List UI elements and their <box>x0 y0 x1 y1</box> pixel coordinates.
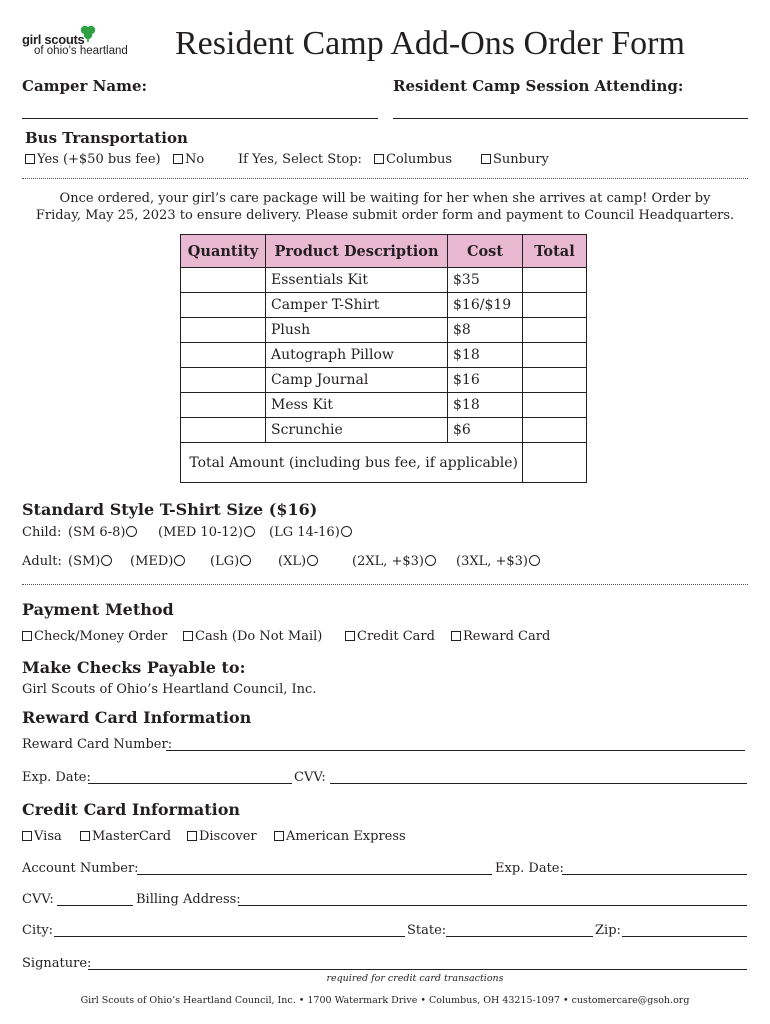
signature-label: Signature: <box>22 956 92 971</box>
radio-icon <box>341 526 352 537</box>
required-note: required for credit card transactions <box>326 973 504 984</box>
size-label: (SM 6-8) <box>68 525 126 540</box>
adult-size-med-radio[interactable] <box>130 554 185 569</box>
billing-address-label: Billing Address: <box>136 892 241 907</box>
notice-line1: Once ordered, your girl’s care package will be waiting for her when she arrives at camp! Order by <box>59 191 711 206</box>
child-size-lg-radio[interactable] <box>269 525 352 540</box>
quantity-cell[interactable] <box>181 418 266 443</box>
description-cell: Autograph Pillow <box>266 343 448 368</box>
select-stop-label: If Yes, Select Stop: <box>238 152 362 167</box>
total-cell[interactable] <box>523 318 587 343</box>
zip-label: Zip: <box>595 923 621 938</box>
size-label: (XL) <box>278 554 307 569</box>
adult-size-xl-radio[interactable] <box>278 554 318 569</box>
card-amex-checkbox[interactable] <box>274 829 406 844</box>
total-cell[interactable] <box>523 418 587 443</box>
payment-credit-checkbox[interactable] <box>345 629 435 644</box>
table-row <box>181 368 587 393</box>
cost-cell: $18 <box>448 343 523 368</box>
stop-columbus-checkbox[interactable] <box>374 152 452 167</box>
credit-exp-field[interactable] <box>562 874 747 875</box>
checkbox-icon <box>481 154 491 164</box>
card-visa-checkbox[interactable] <box>22 829 62 844</box>
checkbox-icon <box>274 831 284 841</box>
child-label: Child: <box>22 525 62 540</box>
payment-option-label: Reward Card <box>463 629 551 644</box>
card-discover-checkbox[interactable] <box>187 829 257 844</box>
adult-size-sm-radio[interactable] <box>68 554 112 569</box>
camper-name-label: Camper Name: <box>22 77 148 95</box>
tshirt-heading: Standard Style T-Shirt Size ($16) <box>22 500 318 519</box>
size-label: (MED 10-12) <box>158 525 243 540</box>
radio-icon <box>425 555 436 566</box>
total-cell[interactable] <box>523 268 587 293</box>
footer: Girl Scouts of Ohio’s Heartland Council, Inc. • 1700 Watermark Drive • Columbus, OH 43215-1097 • customercare@gsoh.org <box>80 995 690 1006</box>
size-label: (LG) <box>210 554 240 569</box>
state-label: State: <box>407 923 447 938</box>
radio-icon <box>240 555 251 566</box>
adult-label: Adult: <box>22 554 62 569</box>
city-field[interactable] <box>54 936 405 937</box>
table-row <box>181 393 587 418</box>
description-cell: Plush <box>266 318 448 343</box>
table-row <box>181 318 587 343</box>
child-size-sm-radio[interactable] <box>68 525 137 540</box>
adult-size-lg-radio[interactable] <box>210 554 251 569</box>
radio-icon <box>307 555 318 566</box>
quantity-cell[interactable] <box>181 343 266 368</box>
col-header-cost: Cost <box>448 235 523 268</box>
description-cell: Essentials Kit <box>266 268 448 293</box>
checkbox-icon <box>187 831 197 841</box>
credit-exp-label: Exp. Date: <box>495 861 564 876</box>
credit-cvv-field[interactable] <box>57 905 133 906</box>
cost-cell: $8 <box>448 318 523 343</box>
checkbox-icon <box>451 631 461 641</box>
payment-reward-checkbox[interactable] <box>451 629 550 644</box>
payment-option-label: Cash (Do Not Mail) <box>195 629 323 644</box>
logo <box>22 24 152 64</box>
checks-payee: Girl Scouts of Ohio’s Heartland Council, Inc. <box>22 682 317 697</box>
quantity-cell[interactable] <box>181 293 266 318</box>
divider <box>22 178 748 179</box>
radio-icon <box>244 526 255 537</box>
size-label: (LG 14-16) <box>269 525 340 540</box>
total-cell[interactable] <box>523 393 587 418</box>
state-field[interactable] <box>446 936 593 937</box>
description-cell: Camp Journal <box>266 368 448 393</box>
account-number-label: Account Number: <box>22 861 139 876</box>
col-header-quantity: Quantity <box>181 235 266 268</box>
stop-sunbury-label: Sunbury <box>493 152 549 167</box>
quantity-cell[interactable] <box>181 268 266 293</box>
bus-heading: Bus Transportation <box>25 129 188 147</box>
cost-cell: $35 <box>448 268 523 293</box>
radio-icon <box>529 555 540 566</box>
reward-cvv-field[interactable] <box>330 783 747 784</box>
card-type-label: American Express <box>286 829 406 844</box>
adult-size-3xl-radio[interactable] <box>456 554 540 569</box>
checkbox-icon <box>173 154 183 164</box>
payment-option-label: Credit Card <box>357 629 435 644</box>
total-amount-label: Total Amount (including bus fee, if applicable) <box>181 443 523 483</box>
cost-cell: $16/$19 <box>448 293 523 318</box>
size-label: (MED) <box>130 554 174 569</box>
payment-heading: Payment Method <box>22 600 174 619</box>
order-notice <box>0 190 770 224</box>
payment-check-checkbox[interactable] <box>22 629 167 644</box>
reward-number-field[interactable] <box>166 750 745 751</box>
checkbox-icon <box>22 831 32 841</box>
child-size-med-radio[interactable] <box>158 525 255 540</box>
signature-field[interactable] <box>88 969 747 970</box>
cost-cell: $18 <box>448 393 523 418</box>
quantity-cell[interactable] <box>181 318 266 343</box>
credit-cvv-label: CVV: <box>22 892 54 907</box>
size-label: (3XL, +$3) <box>456 554 529 569</box>
size-label: (SM) <box>68 554 101 569</box>
card-mastercard-checkbox[interactable] <box>80 829 171 844</box>
description-cell: Mess Kit <box>266 393 448 418</box>
bus-yes-label: Yes (+$50 bus fee) <box>37 152 161 167</box>
checkbox-icon <box>183 631 193 641</box>
divider <box>22 584 748 585</box>
billing-address-field[interactable] <box>238 905 747 906</box>
form-title: Resident Camp Add-Ons Order Form <box>175 25 685 62</box>
radio-icon <box>101 555 112 566</box>
table-row <box>181 293 587 318</box>
logo-line2: of ohio’s heartland <box>34 45 128 57</box>
reward-cvv-label: CVV: <box>294 770 326 785</box>
table-row <box>181 343 587 368</box>
total-cell[interactable] <box>523 368 587 393</box>
card-type-label: Visa <box>34 829 62 844</box>
payment-cash-checkbox[interactable] <box>183 629 322 644</box>
bus-no-checkbox[interactable] <box>173 152 204 167</box>
total-row <box>181 443 587 483</box>
logo-line1: girl scouts <box>22 32 85 47</box>
payment-option-label: Check/Money Order <box>34 629 168 644</box>
col-header-description: Product Description <box>266 235 448 268</box>
table-header-row <box>181 235 587 268</box>
reward-number-label: Reward Card Number: <box>22 737 173 752</box>
notice-line2: Friday, May 25, 2023 to ensure delivery. Please submit order form and payment to Council Headquarters. <box>35 208 735 223</box>
checks-heading: Make Checks Payable to: <box>22 658 246 677</box>
reward-heading: Reward Card Information <box>22 708 252 727</box>
cost-cell: $6 <box>448 418 523 443</box>
quantity-cell[interactable] <box>181 393 266 418</box>
description-cell: Scrunchie <box>266 418 448 443</box>
size-label: (2XL, +$3) <box>352 554 425 569</box>
card-type-label: MasterCard <box>92 829 172 844</box>
total-cell[interactable] <box>523 293 587 318</box>
adult-size-2xl-radio[interactable] <box>352 554 436 569</box>
table-row <box>181 268 587 293</box>
credit-heading: Credit Card Information <box>22 800 241 819</box>
reward-exp-label: Exp. Date: <box>22 770 91 785</box>
camper-name-field[interactable] <box>22 118 378 119</box>
radio-icon <box>126 526 137 537</box>
checkbox-icon <box>22 631 32 641</box>
checkbox-icon <box>345 631 355 641</box>
total-amount-cell[interactable] <box>523 443 587 483</box>
city-label: City: <box>22 923 54 938</box>
table-row <box>181 418 587 443</box>
checkbox-icon <box>374 154 384 164</box>
checkbox-icon <box>25 154 35 164</box>
order-table <box>180 234 587 483</box>
reward-exp-field[interactable] <box>88 783 292 784</box>
checkbox-icon <box>80 831 90 841</box>
session-field[interactable] <box>393 118 748 119</box>
total-cell[interactable] <box>523 343 587 368</box>
radio-icon <box>174 555 185 566</box>
description-cell: Camper T-Shirt <box>266 293 448 318</box>
bus-yes-checkbox[interactable] <box>25 152 161 167</box>
zip-field[interactable] <box>622 936 747 937</box>
bus-no-label: No <box>185 152 205 167</box>
quantity-cell[interactable] <box>181 368 266 393</box>
stop-sunbury-checkbox[interactable] <box>481 152 549 167</box>
cost-cell: $16 <box>448 368 523 393</box>
card-type-label: Discover <box>199 829 257 844</box>
col-header-total: Total <box>523 235 587 268</box>
account-number-field[interactable] <box>137 874 492 875</box>
session-label: Resident Camp Session Attending: <box>393 77 684 95</box>
stop-columbus-label: Columbus <box>386 152 452 167</box>
